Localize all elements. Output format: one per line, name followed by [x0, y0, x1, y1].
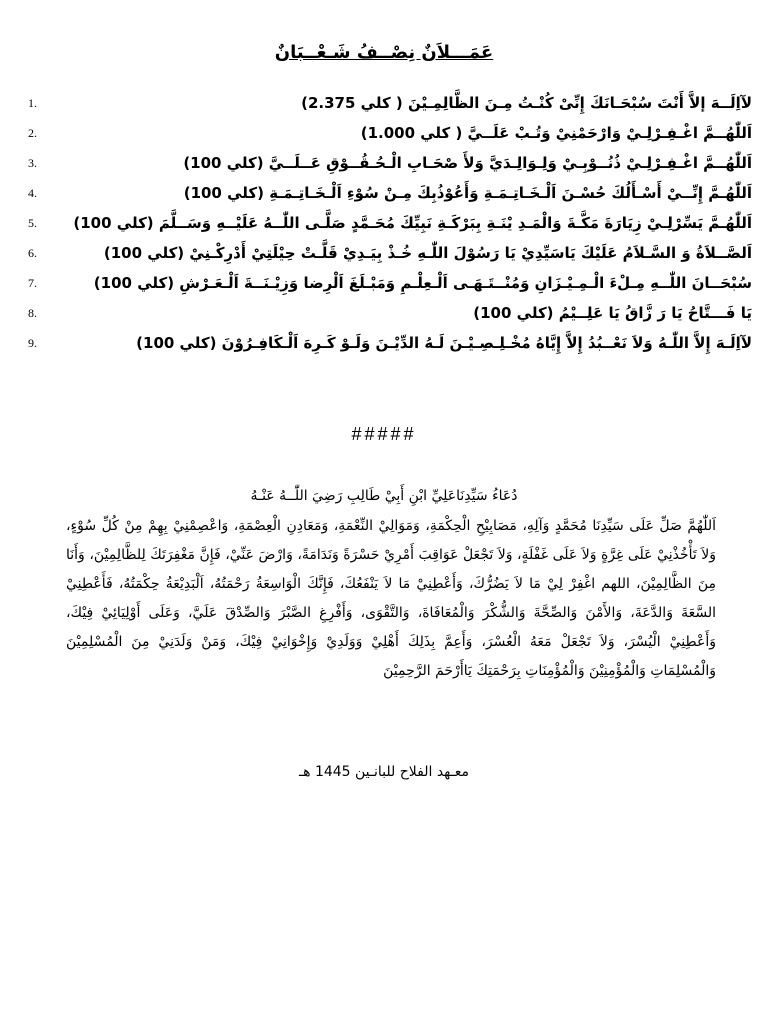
list-item: [28, 268, 752, 298]
list-item: [28, 208, 752, 238]
item-text: اَللّٰهُـمَّ يَسِّرْلِـيْ زِيَارَةَ مَكَّـةَ وَالْمَـدِ يْنَـةِ بِبَرْكَـةِ نَبِيِّكَ مُحَـمَّدٍ صَلَّـى اللّٰــهُ عَلَيْــهِ وَسَــلَّمَ (كلي 100): [73, 214, 752, 232]
item-text: سُبْحَــانَ اللّٰــهِ مِـلْءَ الْـمِـيْـزَانِ وَمُنْــتَـهَـى اَلْـعِلْـمِ وَمَبْـلَغَ اَلْرِضا وَزِيْـنَــةَ اَلْـعَـرْشِ (كلي 100): [93, 274, 752, 292]
item-number: 4.: [28, 186, 37, 200]
dhikr-list: [28, 88, 752, 358]
item-number: 5.: [28, 216, 37, 230]
item-number: 7.: [28, 276, 37, 290]
item-number: 2.: [28, 126, 37, 140]
list-item: [28, 298, 752, 328]
list-item: [28, 238, 752, 268]
list-item: [28, 148, 752, 178]
item-number: 3.: [28, 156, 37, 170]
page-title: عَمَـــلاَنٌ نِصْــفُ شَـعْــبَانٌ: [274, 42, 494, 63]
item-text: اَللّٰهُــمَّ اغْـفِـرْلِـيْ ذُنُــوْبِـيْ وَلِـوَالِـدَيَّ وَلأَ صْحَـابِ الْـحُـقُــوْقِ عَــلَــيَّ (كلي 100): [183, 154, 752, 172]
item-text: لآاِلَــهَ إلاَّ أَنْتَ سُبْحَـانَكَ إِنِّىْ كُنْـتُ مِـنَ الظَّالِمِـيْنَ ( كلي 2.375): [301, 94, 752, 112]
item-text: لآاِلَـهَ إِلاَّ اللّٰـهُ وَلاَ نَعْــبُدُ إِلاَّ إِيَّاهُ مُخْـلِـصِـيْـنَ لَـهُ الدِّيْـنَ وَلَـوْ كَـرِهَ اَلْـكَافِـرُوْنَ (كلي 100): [136, 334, 752, 352]
section-separator: #####: [351, 424, 417, 444]
dua-body: اَللّٰهُمَّ صَلِّ عَلَى سَيِّدِنَا مُحَمَّدٍ وَآلِهِ، مَصَابِيْحِ الْحِكْمَةِ، وَمَوَالِيْ النِّعْمَةِ، وَمَعَادِنِ الْعِصْمَةِ، وَاعْصِمْنِيْ بِهِمْ مِنْ كُلِّ سُوْءٍ، وَلاَ تَأْخُذْنِيْ عَلَى غِرَّةٍ وَلاَ عَلَى غَفْلَةٍ، وَلاَ تَجْعَلْ عَوَاقِبَ أَمْرِيْ حَسْرَةً وَنَدَامَةً، وَارْضَ عَنِّيْ، فَإِنَّ مَغْفِرَتَكَ لِلظَّالِمِيْنَ، وَأَنَا مِنَ الظَّالِمِيْنَ، اللهم اغْفِرْ لِيْ مَا لاَ يَضُرُّكَ، وَأَعْطِنِيْ مَا لاَ يَنْفَعُكَ، فَإِنَّكَ الْوَاسِعَةُ رَحْمَتُهُ، اَلْبَدِيْعَةُ حِكْمَتُهُ، فَأَعْطِنِيْ السَّعَةَ وَالدَّعَةَ، وَالأَمْنَ وَالصِّحَّةَ وَالشُّكْرَ وَالْمُعَافَاةَ، وَالتَّقْوَى، وَأَفْرِغِ الصَّبْرَ وَالصِّدْقَ عَلَيَّ، وَعَلَى أَوْلِيَائِيْ فِيْكَ، وَأَعْطِنِيْ الْيُسْرَ، وَلاَ تَجْعَلْ مَعَهُ الْعُسْرَ، وَأَعِمَّ بِذَلِكَ أَهْلِيْ وَوَلَدِيْ وَإِخْوَانِيْ فِيْكَ، وَمَنْ وَلَدَنِيْ مِنَ الْمُسْلِمِيْنَ وَالْمُسْلِمَاتِ وَالْمُؤْمِنِيْنَ وَالْمُؤْمِنَاتِ بِرَحْمَتِكَ يَاأَرْحَمَ الرَّحِمِيْنَ: [66, 518, 716, 679]
item-text: اَللّٰهُــمَّ اغْـفِـرْلِـيْ وَارْحَمْنِيْ وَتُـبْ عَلَــيَّ ( كلي 1.000): [360, 124, 752, 142]
item-number: 6.: [28, 246, 37, 260]
item-number: 1.: [28, 96, 37, 110]
item-text: اَللّٰهُـمَّ إِنِّــيْ أَسْـأَلُكَ حُسْـنَ اَلْـخَـاتِـمَـةِ وَأَعُوْذُبِكَ مِـنْ سُوْءِ اَلْـخَـاتِـمَـةِ (كلي 100): [183, 184, 752, 202]
item-number: 8.: [28, 306, 37, 320]
item-number: 9.: [28, 336, 37, 350]
list-item: [28, 328, 752, 358]
list-item: [28, 118, 752, 148]
item-text: يَا فَـــتَّاحُ يَا رَ زَّاقُ يَا عَلِــيْمُ (كلي 100): [473, 304, 752, 322]
dua-title: دُعَاءُ سَيِّدِنَاعَلِيِّ ابْنِ أَبِيْ طَالِبِ رَضِيَ اللّٰــهُ عَنْـهُ: [250, 488, 518, 504]
footer-institution: معـهد الفلاح للبانـين 1445 هـ: [299, 764, 469, 780]
list-item: [28, 88, 752, 118]
list-item: [28, 178, 752, 208]
item-text: اَلصَّــلاَةُ وَ السَّـلاَمُ عَلَيْكَ يَاسَيِّدِيْ يَا رَسُوْلَ اللّٰـهِ خُـذْ بِيَـدِيْ قَلَّـتْ حِيْلَتِيْ أَدْرِكْـنِيْ (كلي 100): [103, 244, 752, 262]
